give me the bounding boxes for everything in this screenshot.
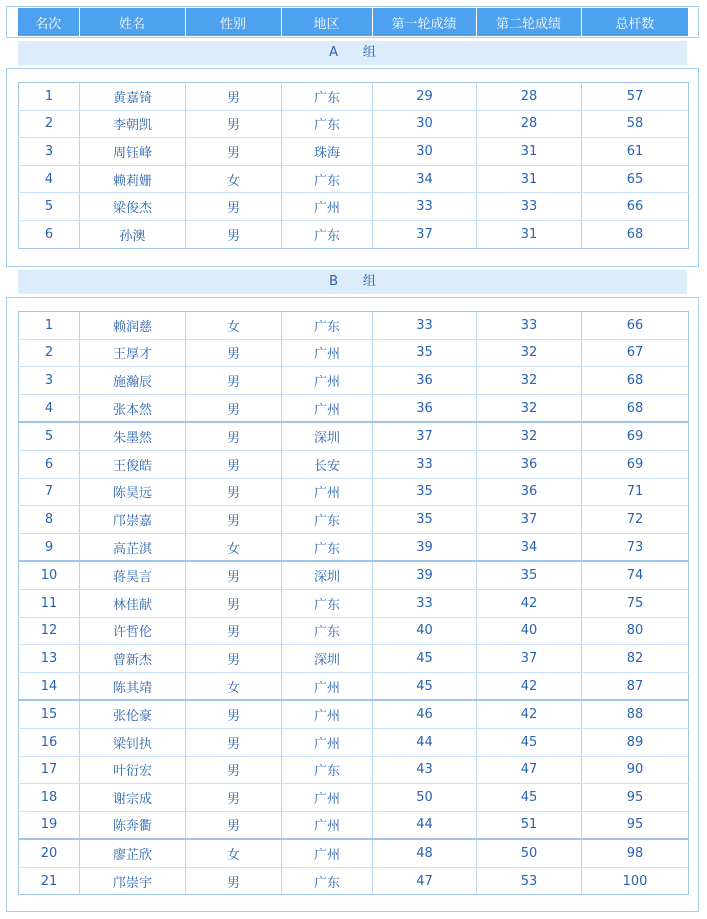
name-cell: 梁钊执 xyxy=(80,728,186,756)
gender-cell: 男 xyxy=(186,506,282,534)
round2-cell: 45 xyxy=(477,784,582,812)
round1-cell: 45 xyxy=(373,672,477,700)
table-row xyxy=(19,450,689,478)
header-round2[interactable]: 第二轮成绩 xyxy=(476,8,581,36)
table-row xyxy=(19,165,689,193)
gender-cell: 男 xyxy=(186,478,282,506)
table-row xyxy=(19,756,689,784)
total-cell: 73 xyxy=(582,533,689,561)
region-cell: 广东 xyxy=(282,110,373,138)
rank-cell: 2 xyxy=(19,110,80,138)
gender-cell: 男 xyxy=(186,867,282,895)
gender-cell: 男 xyxy=(186,220,282,248)
round1-cell: 44 xyxy=(373,811,477,839)
total-cell: 71 xyxy=(582,478,689,506)
round1-cell: 36 xyxy=(373,394,477,422)
name-cell: 蒋昊言 xyxy=(80,561,186,589)
gender-cell: 男 xyxy=(186,700,282,728)
table-row xyxy=(19,839,689,867)
total-cell: 68 xyxy=(582,367,689,395)
rank-cell: 3 xyxy=(19,138,80,166)
gender-cell: 男 xyxy=(186,728,282,756)
name-cell: 曾新杰 xyxy=(80,645,186,673)
name-cell: 张本然 xyxy=(80,394,186,422)
region-cell: 深圳 xyxy=(282,561,373,589)
region-cell: 广州 xyxy=(282,672,373,700)
region-cell: 广州 xyxy=(282,193,373,221)
total-cell: 68 xyxy=(582,394,689,422)
name-cell: 李朝凯 xyxy=(80,110,186,138)
round1-cell: 35 xyxy=(373,339,477,367)
round2-cell: 33 xyxy=(477,312,582,340)
round2-cell: 31 xyxy=(477,220,582,248)
total-cell: 87 xyxy=(582,672,689,700)
header-rank[interactable]: 名次 xyxy=(18,8,79,36)
rank-cell: 11 xyxy=(19,589,80,617)
total-cell: 68 xyxy=(626,226,644,242)
total-cell: 69 xyxy=(582,422,689,450)
table-row xyxy=(19,617,689,645)
group-a-title xyxy=(18,41,687,65)
round1-cell: 30 xyxy=(373,110,477,138)
rank-cell: 12 xyxy=(19,617,80,645)
region-cell: 广州 xyxy=(282,394,373,422)
rank-cell: 19 xyxy=(19,811,80,839)
name-cell: 邝崇宇 xyxy=(80,867,186,895)
name-cell: 王俊皓 xyxy=(80,450,186,478)
gender-cell: 男 xyxy=(186,561,282,589)
gender-cell: 男 xyxy=(186,811,282,839)
header-round1[interactable]: 第一轮成绩 xyxy=(372,8,476,36)
round1-cell: 40 xyxy=(373,617,477,645)
table-row xyxy=(19,394,689,422)
region-cell: 广东 xyxy=(282,312,373,340)
region-cell: 广东 xyxy=(282,83,373,111)
total-cell: 95 xyxy=(582,811,689,839)
table-row xyxy=(19,478,689,506)
round2-cell: 42 xyxy=(477,589,582,617)
table-row xyxy=(19,367,689,395)
region-cell: 广州 xyxy=(282,339,373,367)
round1-cell: 39 xyxy=(373,533,477,561)
name-cell: 施瀚辰 xyxy=(80,367,186,395)
table-row xyxy=(19,728,689,756)
round2-cell: 37 xyxy=(477,645,582,673)
total-cell: 69 xyxy=(582,450,689,478)
round1-cell: 35 xyxy=(373,506,477,534)
round1-cell: 37 xyxy=(373,220,477,248)
group-a-letter: A xyxy=(329,45,339,60)
name-cell: 邝崇嘉 xyxy=(80,506,186,534)
header-region[interactable]: 地区 xyxy=(281,8,372,36)
gender-cell: 男 xyxy=(186,339,282,367)
round1-cell: 33 xyxy=(373,193,477,221)
round2-cell: 51 xyxy=(477,811,582,839)
region-cell: 长安 xyxy=(282,450,373,478)
round1-cell: 29 xyxy=(373,83,477,111)
name-cell: 黄嘉锜 xyxy=(80,83,186,111)
name-cell: 廖芷欣 xyxy=(80,839,186,867)
round2-cell: 42 xyxy=(477,700,582,728)
total-cell: 82 xyxy=(582,645,689,673)
rank-cell: 4 xyxy=(19,165,80,193)
group-b-title xyxy=(18,270,687,294)
name-cell: 朱墨然 xyxy=(80,422,186,450)
rank-cell: 6 xyxy=(19,220,80,248)
region-cell: 广东 xyxy=(282,867,373,895)
rank-cell: 7 xyxy=(19,478,80,506)
gender-cell: 男 xyxy=(186,138,282,166)
round2-cell: 32 xyxy=(477,367,582,395)
rank-cell: 3 xyxy=(19,367,80,395)
region-cell: 广东 xyxy=(282,165,373,193)
rank-cell: 18 xyxy=(19,784,80,812)
round2-cell: 32 xyxy=(477,339,582,367)
total-cell: 74 xyxy=(582,561,689,589)
gender-cell: 男 xyxy=(186,645,282,673)
group-b-table xyxy=(18,311,689,895)
total-cell: 80 xyxy=(582,617,689,645)
rank-cell: 5 xyxy=(19,422,80,450)
rank-cell: 8 xyxy=(19,506,80,534)
round1-cell: 33 xyxy=(373,450,477,478)
group-b-word: 组 xyxy=(362,274,376,289)
table-row xyxy=(19,312,689,340)
gender-cell: 女 xyxy=(186,672,282,700)
gender-cell: 男 xyxy=(186,422,282,450)
region-cell: 广州 xyxy=(282,784,373,812)
column-header xyxy=(18,8,688,36)
round2-cell: 53 xyxy=(477,867,582,895)
name-cell: 周钰峰 xyxy=(80,138,186,166)
rank-cell: 17 xyxy=(19,756,80,784)
round2-cell: 33 xyxy=(477,193,582,221)
total-cell: 95 xyxy=(582,784,689,812)
total-cell: 67 xyxy=(582,339,689,367)
total-cell: 66 xyxy=(582,312,689,340)
round1-cell: 44 xyxy=(373,728,477,756)
name-cell: 赖润慈 xyxy=(80,312,186,340)
round1-cell: 34 xyxy=(373,165,477,193)
region-cell: 广州 xyxy=(282,811,373,839)
total-cell: 61 xyxy=(582,138,689,166)
rank-cell: 2 xyxy=(19,339,80,367)
gender-cell: 男 xyxy=(186,394,282,422)
round1-cell: 45 xyxy=(373,645,477,673)
rank-cell: 9 xyxy=(19,533,80,561)
round1-cell: 35 xyxy=(373,478,477,506)
round2-cell: 31 xyxy=(477,165,582,193)
rank-cell: 10 xyxy=(19,561,80,589)
table-row xyxy=(19,220,689,248)
round2-cell: 42 xyxy=(477,672,582,700)
rank-cell: 21 xyxy=(19,867,80,895)
rank-cell: 15 xyxy=(19,700,80,728)
name-cell: 陈其靖 xyxy=(80,672,186,700)
name-cell: 叶衍宏 xyxy=(80,756,186,784)
header-gender[interactable]: 性别 xyxy=(185,8,281,36)
round2-cell: 36 xyxy=(477,450,582,478)
region-cell: 广东 xyxy=(282,506,373,534)
round1-cell: 37 xyxy=(373,422,477,450)
round2-cell: 47 xyxy=(477,756,582,784)
total-cell: 90 xyxy=(582,756,689,784)
table-row xyxy=(19,533,689,561)
rank-cell: 5 xyxy=(19,193,80,221)
name-cell: 孙澳 xyxy=(80,220,186,248)
group-b-letter: B xyxy=(329,274,339,289)
total-cell: 89 xyxy=(582,728,689,756)
table-row xyxy=(19,811,689,839)
table-row xyxy=(19,110,689,138)
rank-cell: 20 xyxy=(19,839,80,867)
name-cell: 高芷淇 xyxy=(80,533,186,561)
table-row xyxy=(19,589,689,617)
group-a-table xyxy=(18,82,689,249)
table-row xyxy=(19,193,689,221)
region-cell: 广东 xyxy=(282,220,373,248)
total-cell: 72 xyxy=(582,506,689,534)
round1-cell: 39 xyxy=(373,561,477,589)
region-cell: 广州 xyxy=(282,367,373,395)
round1-cell: 47 xyxy=(373,867,477,895)
region-cell: 广州 xyxy=(282,839,373,867)
table-row xyxy=(19,700,689,728)
round2-cell: 37 xyxy=(477,506,582,534)
total-cell: 66 xyxy=(582,193,689,221)
round2-cell: 35 xyxy=(477,561,582,589)
region-cell: 广东 xyxy=(282,617,373,645)
total-cell: 65 xyxy=(582,165,689,193)
round1-cell: 43 xyxy=(373,756,477,784)
gender-cell: 女 xyxy=(186,533,282,561)
table-row xyxy=(19,645,689,673)
round2-cell: 28 xyxy=(477,110,582,138)
round2-cell: 34 xyxy=(477,533,582,561)
gender-cell: 女 xyxy=(186,839,282,867)
total-cell: 88 xyxy=(582,700,689,728)
region-cell: 广州 xyxy=(282,728,373,756)
gender-cell: 女 xyxy=(186,165,282,193)
table-row xyxy=(19,138,689,166)
gender-cell: 男 xyxy=(186,617,282,645)
round2-cell: 28 xyxy=(477,83,582,111)
table-row xyxy=(19,422,689,450)
group-a-word: 组 xyxy=(362,45,376,60)
rank-cell: 16 xyxy=(19,728,80,756)
round1-cell: 33 xyxy=(373,589,477,617)
table-row xyxy=(19,867,689,895)
rank-cell: 14 xyxy=(19,672,80,700)
name-cell: 王厚才 xyxy=(80,339,186,367)
round1-cell: 30 xyxy=(373,138,477,166)
gender-cell: 男 xyxy=(186,193,282,221)
round2-cell: 32 xyxy=(477,394,582,422)
round2-cell: 50 xyxy=(477,839,582,867)
rank-cell: 1 xyxy=(19,312,80,340)
rank-cell: 1 xyxy=(19,83,80,111)
table-row xyxy=(19,83,689,111)
gender-cell: 男 xyxy=(186,784,282,812)
round2-cell: 40 xyxy=(477,617,582,645)
table-row xyxy=(19,339,689,367)
name-cell: 谢宗成 xyxy=(80,784,186,812)
region-cell: 广东 xyxy=(282,589,373,617)
group-a-header xyxy=(6,37,699,69)
rank-cell: 4 xyxy=(19,394,80,422)
name-cell: 许哲伦 xyxy=(80,617,186,645)
round1-cell: 46 xyxy=(373,700,477,728)
round2-cell: 36 xyxy=(477,478,582,506)
name-cell: 张伦豪 xyxy=(80,700,186,728)
region-cell: 珠海 xyxy=(282,138,373,166)
region-cell: 深圳 xyxy=(282,645,373,673)
gender-cell: 男 xyxy=(186,756,282,784)
gender-cell: 男 xyxy=(186,589,282,617)
gender-cell: 男 xyxy=(186,83,282,111)
round2-cell: 31 xyxy=(477,138,582,166)
name-cell: 梁俊杰 xyxy=(80,193,186,221)
region-cell: 广州 xyxy=(282,700,373,728)
table-row xyxy=(19,506,689,534)
region-cell: 深圳 xyxy=(282,422,373,450)
round2-cell: 45 xyxy=(477,728,582,756)
rank-cell: 13 xyxy=(19,645,80,673)
header-name[interactable]: 姓名 xyxy=(79,8,185,36)
header-total[interactable]: 总杆数 xyxy=(581,8,688,36)
total-cell: 75 xyxy=(582,589,689,617)
table-row xyxy=(19,784,689,812)
region-cell: 广州 xyxy=(282,478,373,506)
round1-cell: 33 xyxy=(373,312,477,340)
name-cell: 林佳献 xyxy=(80,589,186,617)
rank-cell: 6 xyxy=(19,450,80,478)
round2-cell: 32 xyxy=(477,422,582,450)
region-cell: 广东 xyxy=(282,533,373,561)
gender-cell: 男 xyxy=(186,110,282,138)
gender-cell: 女 xyxy=(186,312,282,340)
name-cell: 陈昊远 xyxy=(80,478,186,506)
group-b-header xyxy=(6,266,699,298)
name-cell: 陈奔衢 xyxy=(80,811,186,839)
table-row xyxy=(19,672,689,700)
round1-cell: 50 xyxy=(373,784,477,812)
total-cell: 57 xyxy=(582,83,689,111)
gender-cell: 男 xyxy=(186,367,282,395)
region-cell: 广东 xyxy=(282,756,373,784)
name-cell: 赖莉姗 xyxy=(80,165,186,193)
total-cell: 100 xyxy=(622,873,648,889)
table-row xyxy=(19,561,689,589)
total-cell: 58 xyxy=(582,110,689,138)
round1-cell: 48 xyxy=(373,839,477,867)
gender-cell: 男 xyxy=(186,450,282,478)
total-cell: 98 xyxy=(582,839,689,867)
round1-cell: 36 xyxy=(373,367,477,395)
